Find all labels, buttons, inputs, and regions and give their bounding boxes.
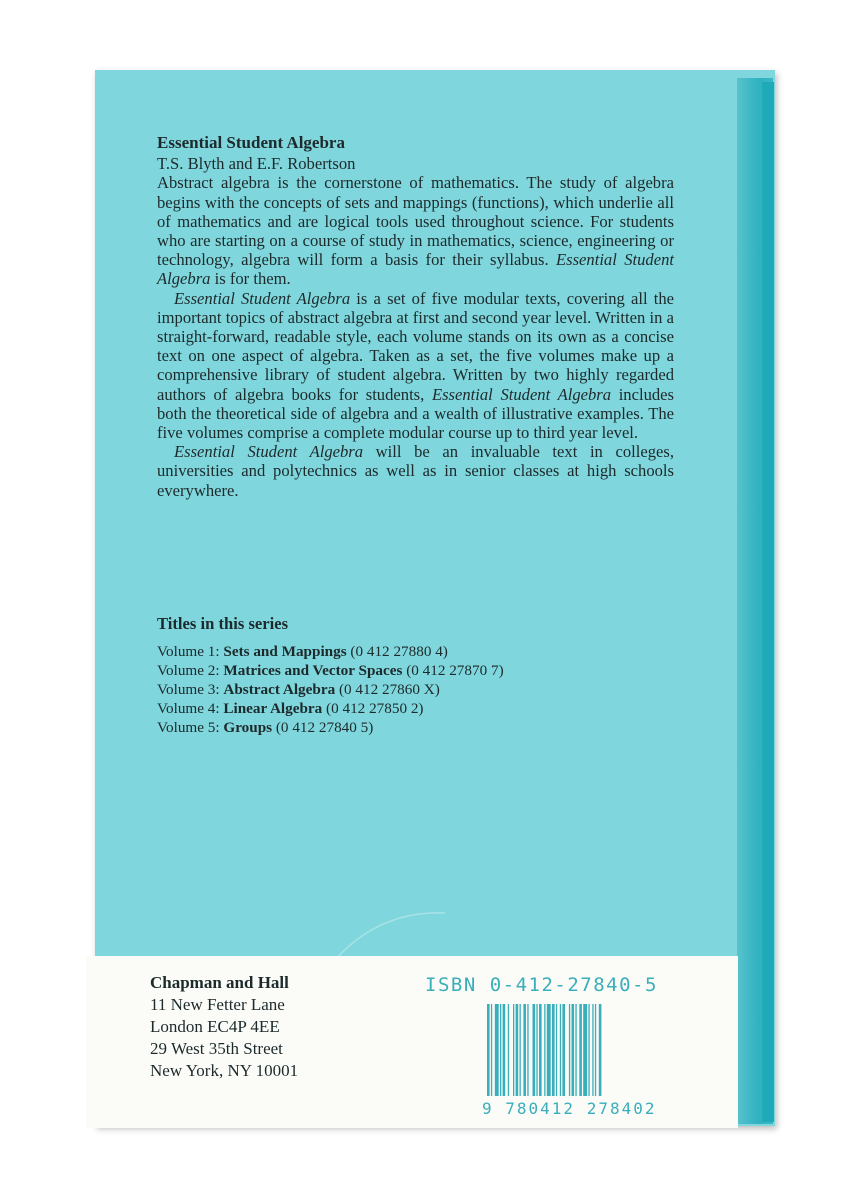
blurb-p2-title-ref-2: Essential Student Algebra [431,384,612,404]
barcode-bar [533,1004,536,1096]
barcode-bar [539,1004,542,1096]
volume-title: Linear Algebra [223,700,323,717]
book-title: Essential Student Algebra [157,133,345,152]
volume-label: Volume 2: [157,662,220,679]
publisher-address-line: 29 West 35th Street [150,1039,283,1058]
publisher-address-line: London EC4P 4EE [150,1017,280,1036]
volume-title: Groups [223,719,273,736]
volume-isbn: (0 412 27840 5) [275,719,374,736]
blurb-p2-title-ref: Essential Student Algebra [174,288,351,308]
series-volume-item [157,699,677,718]
barcode-number: 9 780412 278402 [482,1099,657,1118]
series-volume-item [157,661,677,680]
barcode-bar [513,1004,514,1096]
blurb-paragraph-3 [157,442,674,500]
barcode-bar [599,1004,602,1096]
volume-label: Volume 4: [157,700,220,717]
barcode-bar [575,1004,576,1096]
blurb-paragraph-2 [157,289,674,443]
barcode-bar [556,1004,557,1096]
series-volume-list [157,642,677,737]
barcode-bar [520,1004,521,1096]
barcode-icon [487,1004,647,1096]
isbn-label: ISBN 0-412-27840-5 [425,974,658,996]
blurb-p2-text: is a set of five modular texts, covering all the important topics of abstract algebra at first and second year level. Written in a straight-forward, readable style, each volume stands on its own as a concise text on one aspect of algebra. Taken as a set, the five volumes make up a comprehensive library of student algebra. Written by two highly regarded authors of algebra books for students, [157,288,674,404]
barcode-bar [560,1004,561,1096]
blurb-paragraph-1 [157,173,674,288]
blurb-text [157,133,674,500]
volume-isbn: (0 412 27880 4) [350,643,448,660]
volume-title: Sets and Mappings [223,643,347,660]
barcode-bar [487,1004,490,1096]
barcode-bar [583,1004,587,1096]
volume-isbn: (0 412 27860 X) [338,681,440,698]
publisher-address [150,972,298,1082]
volume-title: Abstract Algebra [223,681,336,698]
barcode-bar [516,1004,519,1096]
barcode-bar [491,1004,492,1096]
barcode-bar [544,1004,545,1096]
volume-title: Matrices and Vector Spaces [223,662,403,679]
blurb-p2-text-end: includes both the theoretical side of algebra and a wealth of illustrative examples. The five volumes comprise a complete modular course up to third year level. [157,384,674,443]
barcode-bar [579,1004,582,1096]
barcode-bar [562,1004,565,1096]
barcode-bar [527,1004,528,1096]
barcode-bar [595,1004,596,1096]
blurb-p3-text: will be an invaluable text in colleges, universities and polytechnics as well as in senior classes at high schools everywhere. [157,442,674,500]
barcode-bar [572,1004,575,1096]
volume-label: Volume 5: [157,719,220,736]
series-volume-item [157,642,677,661]
volume-label: Volume 3: [157,681,220,698]
book-authors: T.S. Blyth and E.F. Robertson [157,154,356,174]
series-heading: Titles in this series [157,614,289,633]
volume-label: Volume 1: [157,643,220,660]
volume-isbn: (0 412 27870 7) [406,662,504,679]
barcode-bar [503,1004,506,1096]
publisher-address-line: 11 New Fetter Lane [150,995,285,1014]
blurb-p1-text-end: is for them. [214,269,291,289]
book-spine-shadow [762,82,774,1122]
volume-isbn: (0 412 27850 2) [326,700,424,717]
barcode-bar [500,1004,501,1096]
barcode-bar [588,1004,589,1096]
blurb-p1-text: Abstract algebra is the cornerstone of mathematics. The study of algebra begins with the concepts of sets and mappings (functions), which underlie all of mathematics and are logical tools used throughout science. For students who are starting on a course of study in mathematics, science, engineering or technology, algebra will form a basis for their syllabus. [157,173,674,270]
publisher-name: Chapman and Hall [150,973,289,992]
barcode-bar [495,1004,499,1096]
series-volume-item [157,718,677,737]
publisher-address-line: New York, NY 10001 [150,1061,299,1080]
barcode-bar [592,1004,593,1096]
barcode-bar [552,1004,555,1096]
barcode-bar [508,1004,509,1096]
series-volume-item [157,680,677,699]
blurb-p3-title-ref: Essential Student Algebra [174,442,364,462]
barcode-bar [569,1004,570,1096]
barcode-bar [536,1004,537,1096]
blurb-p1-title-ref: Essential Student Algebra [157,250,674,289]
barcode-bar [547,1004,551,1096]
barcode-bar [523,1004,526,1096]
